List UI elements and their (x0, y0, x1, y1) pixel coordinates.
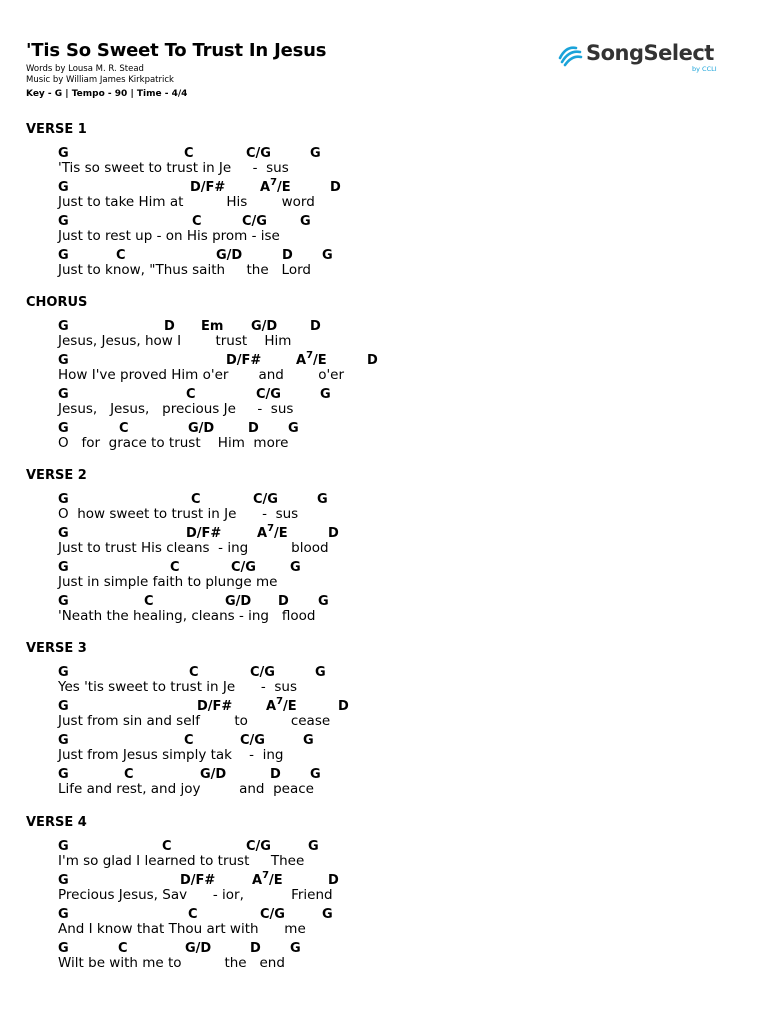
chord: D (328, 873, 339, 888)
chord: D/F# (186, 526, 222, 541)
lyric-text: Yes 'tis sweet to trust in Je - sus (58, 679, 298, 695)
lyric-line (58, 594, 746, 628)
chord-row (58, 421, 746, 437)
chord: D (328, 526, 339, 541)
chord: G (58, 699, 69, 714)
lyric-line (58, 349, 746, 387)
chord: G (58, 319, 69, 334)
chord: G (58, 941, 69, 956)
chord: G (318, 594, 329, 609)
chord: $A^7/E$ (257, 522, 288, 541)
lyric-line (58, 767, 746, 801)
chord: G (58, 526, 69, 541)
chord: C/G (260, 907, 285, 922)
chord: G (58, 733, 69, 748)
chord-row (58, 560, 746, 576)
chord: C/G (253, 492, 278, 507)
chord-row (58, 695, 746, 715)
chord: G (303, 733, 314, 748)
chord: G (58, 353, 69, 368)
chord: G/D (188, 421, 215, 436)
music-credit: Music by William James Kirkpatrick (26, 75, 174, 85)
chord: G (58, 492, 69, 507)
lyric-line (58, 214, 746, 248)
chord: D (278, 594, 289, 609)
chord: G (288, 421, 299, 436)
lyric-text: Just from Jesus simply tak - ing (58, 747, 284, 763)
lyric-line (58, 492, 746, 526)
chord-row (58, 492, 746, 508)
chord: C/G (246, 146, 271, 161)
chord-row (58, 907, 746, 923)
chord: D (367, 353, 378, 368)
lyric-text: I'm so glad I learned to trust Thee (58, 853, 305, 869)
lyric-line (58, 560, 746, 594)
lyric-text: Just to take Him at His word (58, 194, 315, 210)
chord: D (270, 767, 281, 782)
chord-row (58, 869, 746, 889)
lyric-text: How I've proved Him o'er and o'er (58, 367, 345, 383)
chord: C (144, 594, 154, 609)
chord: C/G (256, 387, 281, 402)
chord: $A^7/E$ (296, 349, 327, 368)
chord: C/G (231, 560, 256, 575)
chord: G (290, 941, 301, 956)
chord: D (250, 941, 261, 956)
lyric-line (58, 421, 746, 455)
logo-byline: by CCLI (692, 65, 717, 73)
chord: G (58, 839, 69, 854)
chord-row (58, 387, 746, 403)
lyric-line (58, 941, 746, 975)
lyric-line (58, 146, 746, 180)
chord: C/G (250, 665, 275, 680)
chord: G (58, 248, 69, 263)
chord-row (58, 248, 746, 264)
chord: G/D (251, 319, 278, 334)
chord: G/D (225, 594, 252, 609)
lyric-line (58, 665, 746, 699)
chord: G (58, 560, 69, 575)
chord: D (310, 319, 321, 334)
chord: G (310, 767, 321, 782)
chord-row (58, 941, 746, 957)
chord: C (116, 248, 126, 263)
chord-row (58, 767, 746, 783)
chord: C (118, 941, 128, 956)
chord: G/D (185, 941, 212, 956)
chord: G (58, 907, 69, 922)
chord: C (162, 839, 172, 854)
lyric-line (58, 839, 746, 873)
chord: D (282, 248, 293, 263)
song-meta: Key - G | Tempo - 90 | Time - 4/4 (26, 89, 188, 99)
chord: $A^7/E$ (252, 869, 283, 888)
chord-row (58, 176, 746, 196)
chord: G (315, 665, 326, 680)
chord-row (58, 214, 746, 230)
section-lines (58, 146, 746, 282)
chord-row (58, 665, 746, 681)
lyric-text: Just from sin and self to cease (58, 713, 331, 729)
song-header (26, 40, 546, 100)
section-title: VERSE 4 (26, 815, 87, 830)
section-verse-2 (26, 468, 746, 628)
section-lines (58, 319, 746, 455)
lyric-text: Wilt be with me to the end (58, 955, 285, 971)
songselect-wave-icon (556, 40, 584, 68)
chord: G/D (200, 767, 227, 782)
lyric-line (58, 522, 746, 560)
chord: C (170, 560, 180, 575)
lyric-text: Just in simple faith to plunge me (58, 574, 278, 590)
lyric-text: 'Neath the healing, cleans - ing flood (58, 608, 316, 624)
lyric-text: Jesus, Jesus, precious Je - sus (58, 401, 294, 417)
lyric-line (58, 176, 746, 214)
section-lines (58, 839, 746, 975)
songselect-logo (556, 38, 736, 78)
chord: G (320, 387, 331, 402)
chord: G (58, 387, 69, 402)
chord: C/G (242, 214, 267, 229)
chord: G (58, 421, 69, 436)
lyric-line (58, 869, 746, 907)
lyric-text: Life and rest, and joy and peace (58, 781, 314, 797)
logo-name: SongSelect (586, 41, 714, 65)
chord-row (58, 146, 746, 162)
lyric-line (58, 387, 746, 421)
chord: G (58, 665, 69, 680)
lyric-line (58, 733, 746, 767)
chord: G (310, 146, 321, 161)
chord: C (192, 214, 202, 229)
section-chorus (26, 295, 746, 455)
chord: D (338, 699, 349, 714)
chord: D (330, 180, 341, 195)
lyric-text: 'Tis so sweet to trust in Je - sus (58, 160, 289, 176)
lyric-line (58, 248, 746, 282)
chord: D/F# (226, 353, 262, 368)
chord: C (186, 387, 196, 402)
chord-row (58, 522, 746, 542)
chord-row (58, 839, 746, 855)
chord: D/F# (197, 699, 233, 714)
chord: C (124, 767, 134, 782)
chord: G (58, 594, 69, 609)
chord: C/G (246, 839, 271, 854)
lyric-text: O for grace to trust Him more (58, 435, 289, 451)
chord: C (189, 665, 199, 680)
lyric-text: And I know that Thou art with me (58, 921, 306, 937)
chord: Em (201, 319, 224, 334)
chord: D/F# (180, 873, 216, 888)
chord: G (58, 214, 69, 229)
lyric-line (58, 319, 746, 353)
song-title: 'Tis So Sweet To Trust In Jesus (26, 40, 327, 61)
chord: $A^7/E$ (260, 176, 291, 195)
chord: C (119, 421, 129, 436)
section-verse-4 (26, 815, 746, 975)
section-verse-3 (26, 641, 746, 801)
chord: G (317, 492, 328, 507)
section-lines (58, 492, 746, 628)
section-verse-1 (26, 122, 746, 282)
chord: C (184, 733, 194, 748)
section-title: VERSE 1 (26, 122, 87, 137)
chord: G (322, 248, 333, 263)
chord: D/F# (190, 180, 226, 195)
chord-row (58, 319, 746, 335)
section-title: VERSE 2 (26, 468, 87, 483)
chord: G (300, 214, 311, 229)
chord: G (58, 767, 69, 782)
chord-row (58, 594, 746, 610)
section-lines (58, 665, 746, 801)
chord: C (188, 907, 198, 922)
chord: G (58, 180, 69, 195)
lyric-text: Precious Jesus, Sav - ior, Friend (58, 887, 333, 903)
lyric-line (58, 695, 746, 733)
section-title: VERSE 3 (26, 641, 87, 656)
chord-row (58, 733, 746, 749)
lyric-text: Jesus, Jesus, how I trust Him (58, 333, 292, 349)
chord-row (58, 349, 746, 369)
section-title: CHORUS (26, 295, 88, 310)
lyric-text: Just to trust His cleans - ing blood (58, 540, 329, 556)
chord: C (184, 146, 194, 161)
chord: G (58, 873, 69, 888)
chord: D (248, 421, 259, 436)
chord: D (164, 319, 175, 334)
chord: G (308, 839, 319, 854)
chord: G (58, 146, 69, 161)
chord: G (290, 560, 301, 575)
lyric-text: Just to know, "Thus saith the Lord (58, 262, 311, 278)
chord: $A^7/E$ (266, 695, 297, 714)
chord: C (191, 492, 201, 507)
chord: G/D (216, 248, 243, 263)
words-credit: Words by Lousa M. R. Stead (26, 64, 144, 74)
lyric-text: Just to rest up - on His prom - ise (58, 228, 280, 244)
chord: G (322, 907, 333, 922)
lyric-text: O how sweet to trust in Je - sus (58, 506, 299, 522)
chord: C/G (240, 733, 265, 748)
lyric-line (58, 907, 746, 941)
